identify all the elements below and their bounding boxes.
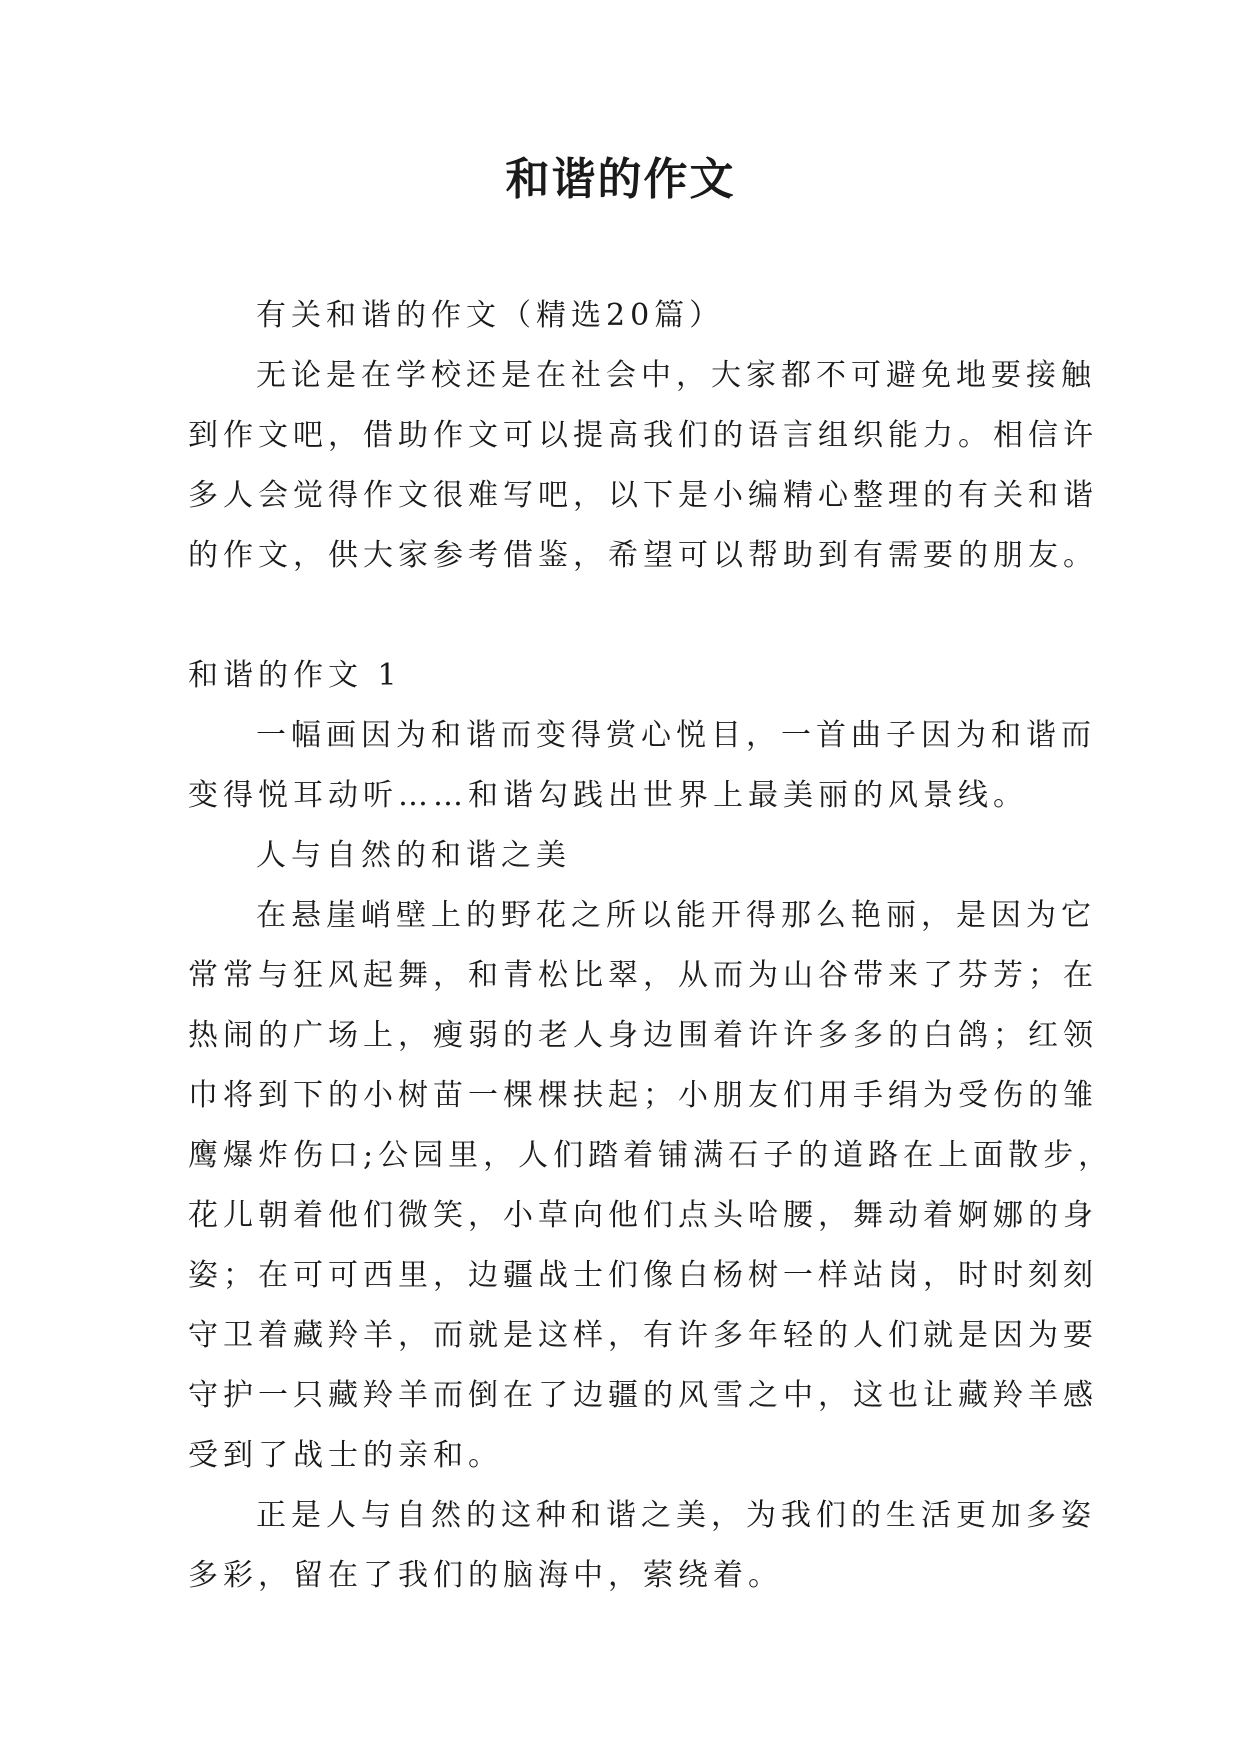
body-line: 一幅画因为和谐而变得赏心悦目，一首曲子因为和谐而 <box>256 718 1096 753</box>
document-title: 和谐的作文 <box>505 154 736 205</box>
body-line: 热闹的广场上，瘦弱的老人身边围着许许多多的白鸽；红领 <box>188 1018 1098 1053</box>
body-line: 正是人与自然的这种和谐之美，为我们的生活更加多姿 <box>256 1498 1096 1533</box>
body-line: 多彩，留在了我们的脑海中，萦绕着。 <box>188 1558 783 1593</box>
body-line: 姿；在可可西里，边疆战士们像白杨树一样站岗，时时刻刻 <box>188 1258 1098 1293</box>
body-line: 鹰爆炸伤口;公园里，人们踏着铺满石子的道路在上面散步， <box>188 1138 1114 1173</box>
body-line: 守卫着藏羚羊，而就是这样，有许多年轻的人们就是因为要 <box>188 1318 1098 1353</box>
body-line: 受到了战士的亲和。 <box>188 1438 503 1473</box>
section-heading: 和谐的作文 1 <box>188 658 402 693</box>
body-line: 常常与狂风起舞，和青松比翠，从而为山谷带来了芬芳；在 <box>188 958 1098 993</box>
intro-line: 的作文，供大家参考借鉴，希望可以帮助到有需要的朋友。 <box>188 538 1098 573</box>
body-line: 花儿朝着他们微笑，小草向他们点头哈腰，舞动着婀娜的身 <box>188 1198 1098 1233</box>
body-line: 在悬崖峭壁上的野花之所以能开得那么艳丽，是因为它 <box>256 898 1096 933</box>
body-line: 巾将到下的小树苗一棵棵扶起；小朋友们用手绢为受伤的雏 <box>188 1078 1098 1113</box>
subtitle-line: 有关和谐的作文（精选20篇） <box>256 298 725 333</box>
intro-line: 到作文吧，借助作文可以提高我们的语言组织能力。相信许 <box>188 418 1098 453</box>
paragraph-heading: 人与自然的和谐之美 <box>256 838 571 873</box>
intro-line: 无论是在学校还是在社会中，大家都不可避免地要接触 <box>256 358 1096 393</box>
body-line: 变得悦耳动听……和谐勾践出世界上最美丽的风景线。 <box>188 778 1028 813</box>
intro-line: 多人会觉得作文很难写吧，以下是小编精心整理的有关和谐 <box>188 478 1098 513</box>
body-line: 守护一只藏羚羊而倒在了边疆的风雪之中，这也让藏羚羊感 <box>188 1378 1098 1413</box>
